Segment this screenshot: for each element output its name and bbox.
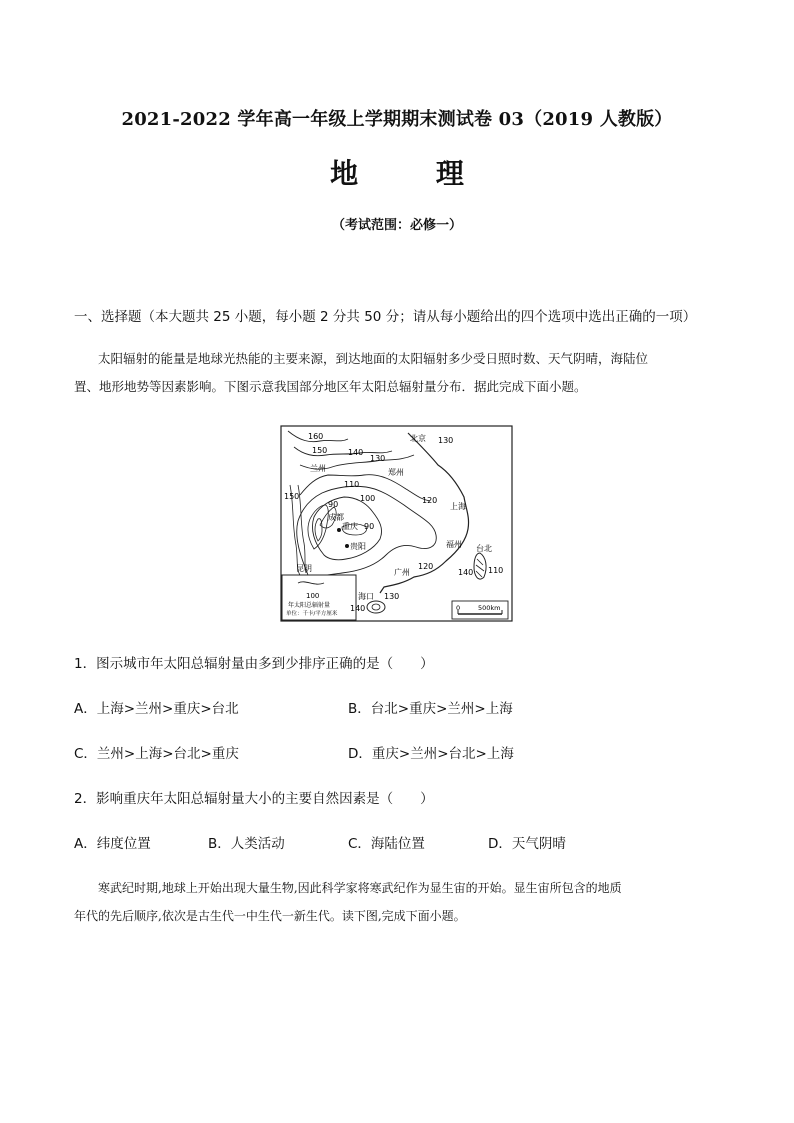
isoline-value: 140 [348,448,364,457]
intro-line: 年代的先后顺序,依次是古生代一中生代一新生代。读下图,完成下面小题。 [74,909,466,923]
isoline-value: 140 [350,604,366,613]
intro-paragraph-2 [74,874,724,930]
isoline-value: 110 [488,566,504,575]
intro-line: 寒武纪时期,地球上开始出现大量生物,因此科学家将寒武纪作为显生宙的开始。显生宙所包含的地质 [98,881,622,895]
city-label: 兰州 [310,464,326,473]
q2-option-c[interactable]: C．海陆位置 [348,836,425,852]
legend-unit: 单位：千卡/平方厘米 [286,611,338,617]
city-label: 台北 [476,544,492,553]
exam-title: 2021-2022 学年高一年级上学期期末测试卷 03（2019 人教版） [121,109,673,130]
isoline-value: 90 [328,500,339,509]
isoline-value: 130 [384,592,400,601]
isoline-value: 150 [284,492,300,501]
legend-sample-value: 100 [306,592,320,600]
scale-end: 500km [478,604,501,612]
city-label: 上海 [450,502,466,511]
q1-option-d[interactable]: D．重庆>兰州>台北>上海 [348,746,514,762]
city-label: 福州 [446,540,462,549]
isoline-value: 100 [360,494,376,503]
q1-option-a[interactable]: A．上海>兰州>重庆>台北 [74,701,239,717]
intro-line: 置、地形地势等因素影响。下图示意我国部分地区年太阳总辐射量分布．据此完成下面小题。 [74,379,587,394]
scale-start: 0 [456,604,461,612]
question-1-stem: 1．图示城市年太阳总辐射量由多到少排序正确的是（ ） [74,656,434,672]
isoline-value: 110 [344,480,360,489]
solar-radiation-map [280,425,513,622]
isoline-value: 140 [458,568,474,577]
city-label: 北京 [410,434,426,443]
q2-option-b[interactable]: B．人类活动 [208,836,285,852]
city-label: 郑州 [388,468,404,477]
intro-paragraph-1 [74,345,724,401]
isoline-value: 120 [422,496,438,505]
section-heading: 一、选择题（本大题共 25 小题，每小题 2 分共 50 分；请从每小题给出的四个选项中选出正确的一项） [74,309,697,325]
isoline-value: 150 [312,446,328,455]
exam-scope: （考试范围：必修一） [331,218,462,233]
city-label: 成都 [328,513,344,522]
q1-option-c[interactable]: C．兰州>上海>台北>重庆 [74,746,239,762]
subject-title: 地 理 [330,157,498,190]
isoline-value: 90 [364,522,375,531]
isoline-value: 160 [308,432,324,441]
q1-option-b[interactable]: B．台北>重庆>兰州>上海 [348,701,513,717]
isoline-value: 120 [418,562,434,571]
city-label: 贵阳 [350,542,366,551]
city-label: 重庆 [342,522,358,531]
isoline-value: 130 [438,436,454,445]
question-2-stem: 2．影响重庆年太阳总辐射量大小的主要自然因素是（ ） [74,791,434,807]
q2-option-a[interactable]: A．纬度位置 [74,836,151,852]
intro-line: 太阳辐射的能量是地球光热能的主要来源，到达地面的太阳辐射多少受日照时数、天气阴晴，海陆位 [98,351,649,366]
city-label: 广州 [394,568,410,577]
q2-option-d[interactable]: D．天气阴晴 [488,836,566,852]
legend-title: 年太阳总辐射量 [288,602,331,609]
city-label: 海口 [358,592,374,601]
city-label: 昆明 [296,564,312,573]
isoline-value: 130 [370,454,386,463]
